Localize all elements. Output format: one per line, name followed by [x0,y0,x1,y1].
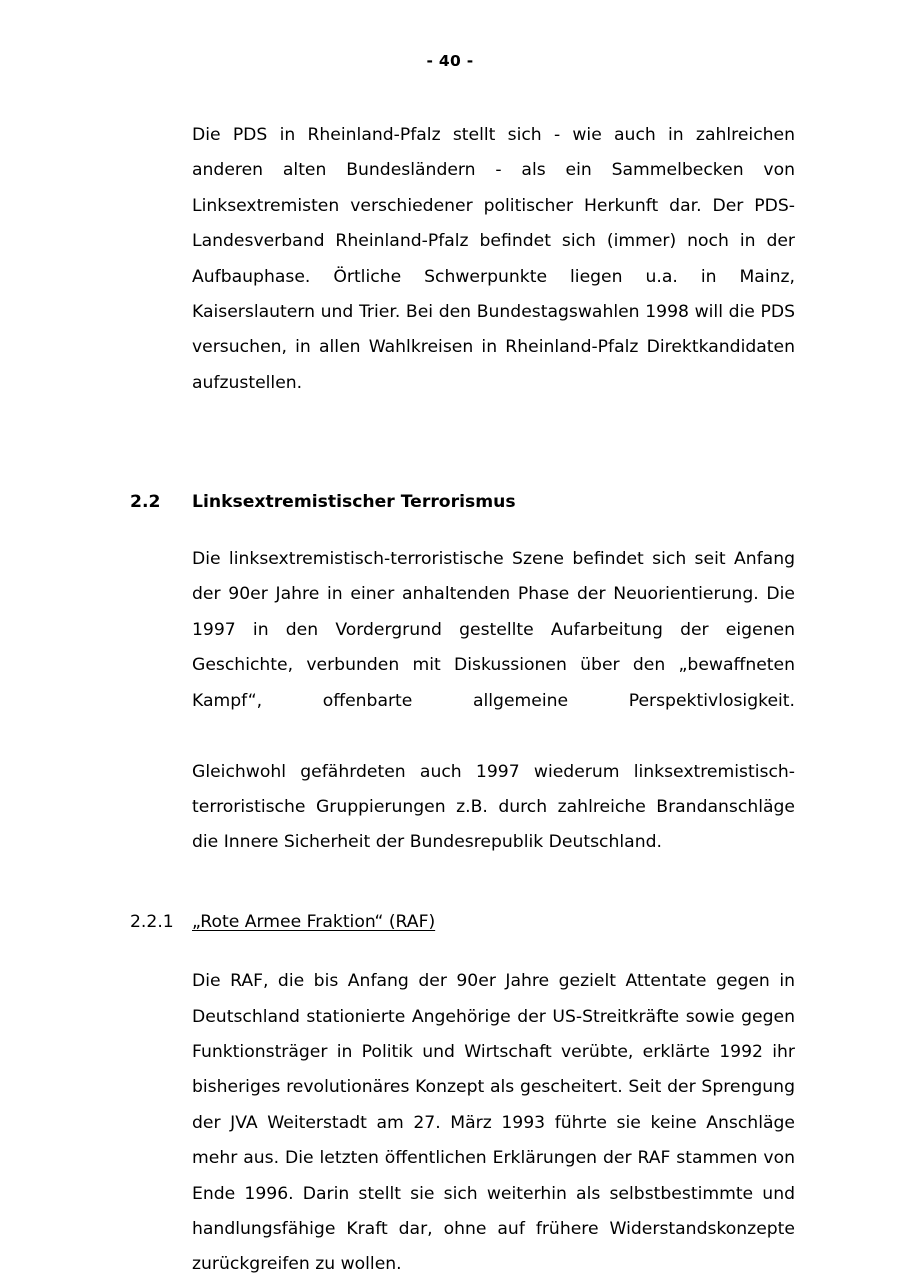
heading-2-2-number: 2.2 [130,491,161,512]
paragraph-gleichwohl-gefaehrdeten: Gleichwohl gefährdeten auch 1997 wiederum linksextremistisch-terroristische Gruppierungen z.B. durch zahlreiche Brandanschläge die Innere Sicherheit der Bundesrepublik Deutschland. [192,761,795,853]
paragraph-raf-geschichte: Die RAF, die bis Anfang der 90er Jahre gezielt Attentate gegen in Deutschland stationierte Angehörige der US-Streitkräfte sowie gegen Funktionsträger in Politik und Wirtschaft verübte, erklärte 1992 ihr bisheriges revolutionäres Konzept als gescheitert. Seit der Sprengung der JVA Weiterstadt am 27. März 1993 führte sie keine Anschläge mehr aus. Die letzten öffentlichen Erklärungen der RAF stammen von Ende 1996. Darin stellt sie sich weiterhin als selbstbestimmte und handlungsfähige Kraft dar, ohne auf frühere Widerstandskonzepte zurückgreifen zu wollen. [192,971,795,1273]
heading-2-2-1 [130,905,795,940]
heading-2-2-1-title: „Rote Armee Fraktion“ (RAF) [192,911,436,932]
heading-2-2 [130,485,795,520]
spacer [130,861,795,905]
page-number: - 40 - [426,52,474,70]
heading-2-2-1-number: 2.2.1 [130,911,174,932]
spacer [130,437,795,485]
page-content [130,118,795,1273]
spacer [130,940,795,964]
heading-2-2-title: Linksextremistischer Terrorismus [192,491,516,512]
spacer [130,520,795,542]
paragraph-linksextremistische-szene: Die linksextremistisch-terroristische Szene befindet sich seit Anfang der 90er Jahre in einer anhaltenden Phase der Neuorientierung. Die 1997 in den Vordergrund gestellte Aufarbeitung der eigenen Geschichte, verbunden mit Diskussionen über den „bewaffneten Kampf“, offenbarte allgemeine Perspektivlosigkeit. [192,549,795,711]
paragraph-pds-rheinland-pfalz: Die PDS in Rheinland-Pfalz stellt sich - wie auch in zahlreichen anderen alten Bundesländern - als ein Sammelbecken von Linksextremisten verschiedener politischer Herkunft dar. Der PDS-Landesverband Rheinland-Pfalz befindet sich (immer) noch in der Aufbauphase. Örtliche Schwerpunkte liegen u.a. in Mainz, Kaiserslautern und Trier. Bei den Bundestagswahlen 1998 will die PDS versuchen, in allen Wahlkreisen in Rheinland-Pfalz Direktkandidaten aufzustellen. [192,125,795,393]
